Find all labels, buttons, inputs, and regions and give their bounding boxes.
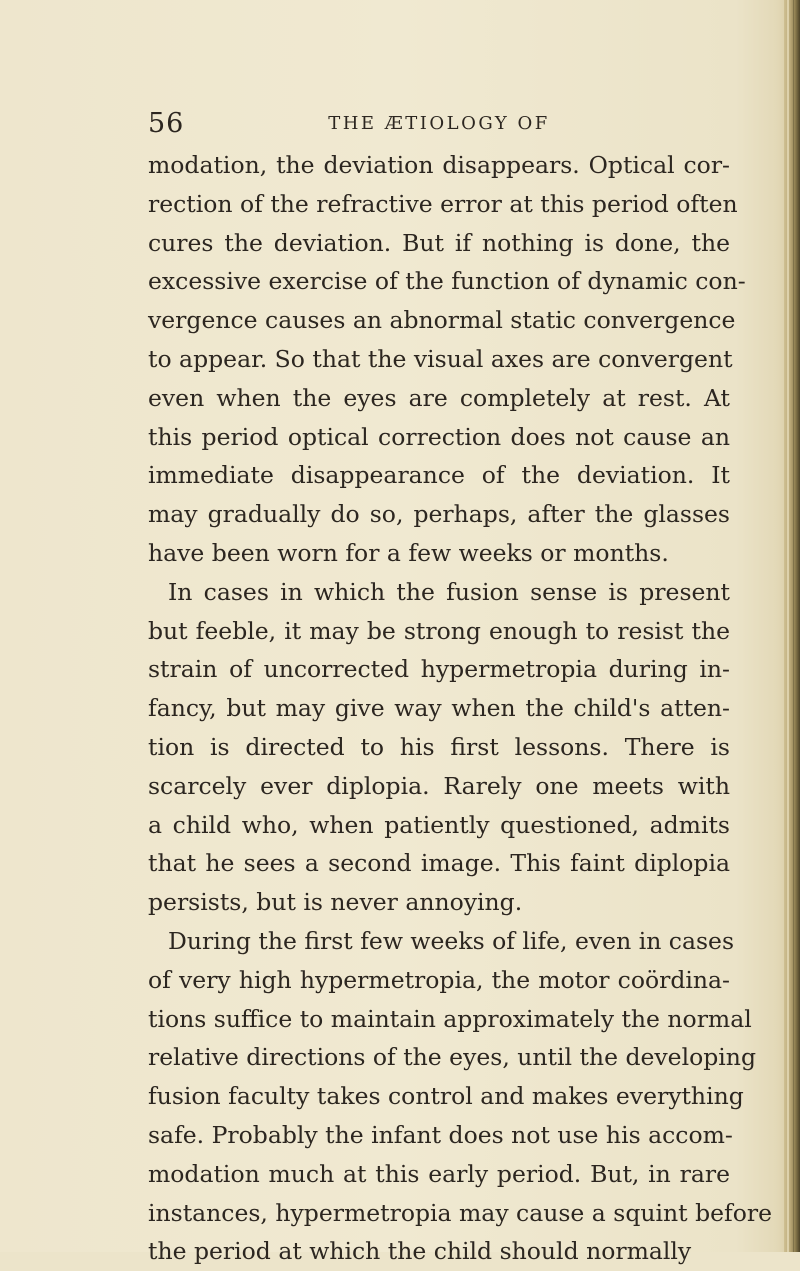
text-line: instances, hypermetropia may cause a squint before — [148, 1198, 773, 1227]
text-line: have been worn for a few weeks or months. — [148, 538, 669, 567]
page-number: 56 — [148, 108, 185, 139]
text-line: persists, but is never annoying. — [148, 888, 523, 917]
text-line: tions suffice to maintain approximately the normal — [148, 1004, 752, 1033]
text-line: scarcely ever diplopia. Rarely one meets with — [148, 771, 730, 800]
page-header — [148, 106, 730, 142]
text-line: rection of the refractive error at this period often — [148, 189, 738, 218]
text-line: modation, the deviation disappears. Optical cor- — [148, 151, 730, 179]
text-line: fancy, but may give way when the child's atten- — [148, 694, 730, 723]
body-text — [148, 146, 773, 1271]
text-line: safe. Probably the infant does not use his accom- — [148, 1120, 733, 1149]
text-line: tion is directed to his first lessons. There is — [148, 732, 730, 761]
text-line: immediate disappearance of the deviation. It — [148, 461, 730, 490]
text-line: that he sees a second image. This faint diplopia — [148, 849, 730, 878]
text-line: In cases in which the fusion sense is present — [168, 577, 730, 606]
text-line: strain of uncorrected hypermetropia during in- — [148, 655, 730, 684]
text-line: excessive exercise of the function of dynamic con- — [148, 267, 746, 296]
text-line: of very high hypermetropia, the motor coördina- — [148, 965, 730, 994]
text-line: cures the deviation. But if nothing is done, the — [148, 228, 730, 257]
running-head: THE ÆTIOLOGY OF — [328, 113, 550, 134]
text-line: even when the eyes are completely at rest. At — [148, 383, 730, 412]
text-line: relative directions of the eyes, until the developing — [148, 1043, 756, 1072]
text-line: may gradually do so, perhaps, after the glasses — [148, 500, 730, 529]
text-line: the period at which the child should normally — [148, 1237, 692, 1266]
text-line: vergence causes an abnormal static convergence — [148, 306, 736, 335]
page-edge — [784, 0, 800, 1252]
text-line: During the first few weeks of life, even in cases — [168, 926, 735, 955]
text-line: a child who, when patiently questioned, admits — [148, 810, 730, 839]
text-line: this period optical correction does not cause an — [148, 422, 730, 451]
text-line: fusion faculty takes control and makes everything — [148, 1082, 744, 1111]
text-line: modation much at this early period. But, in rare — [148, 1159, 730, 1188]
text-line: but feeble, it may be strong enough to resist the — [148, 616, 730, 645]
text-line: to appear. So that the visual axes are convergent — [148, 344, 733, 373]
